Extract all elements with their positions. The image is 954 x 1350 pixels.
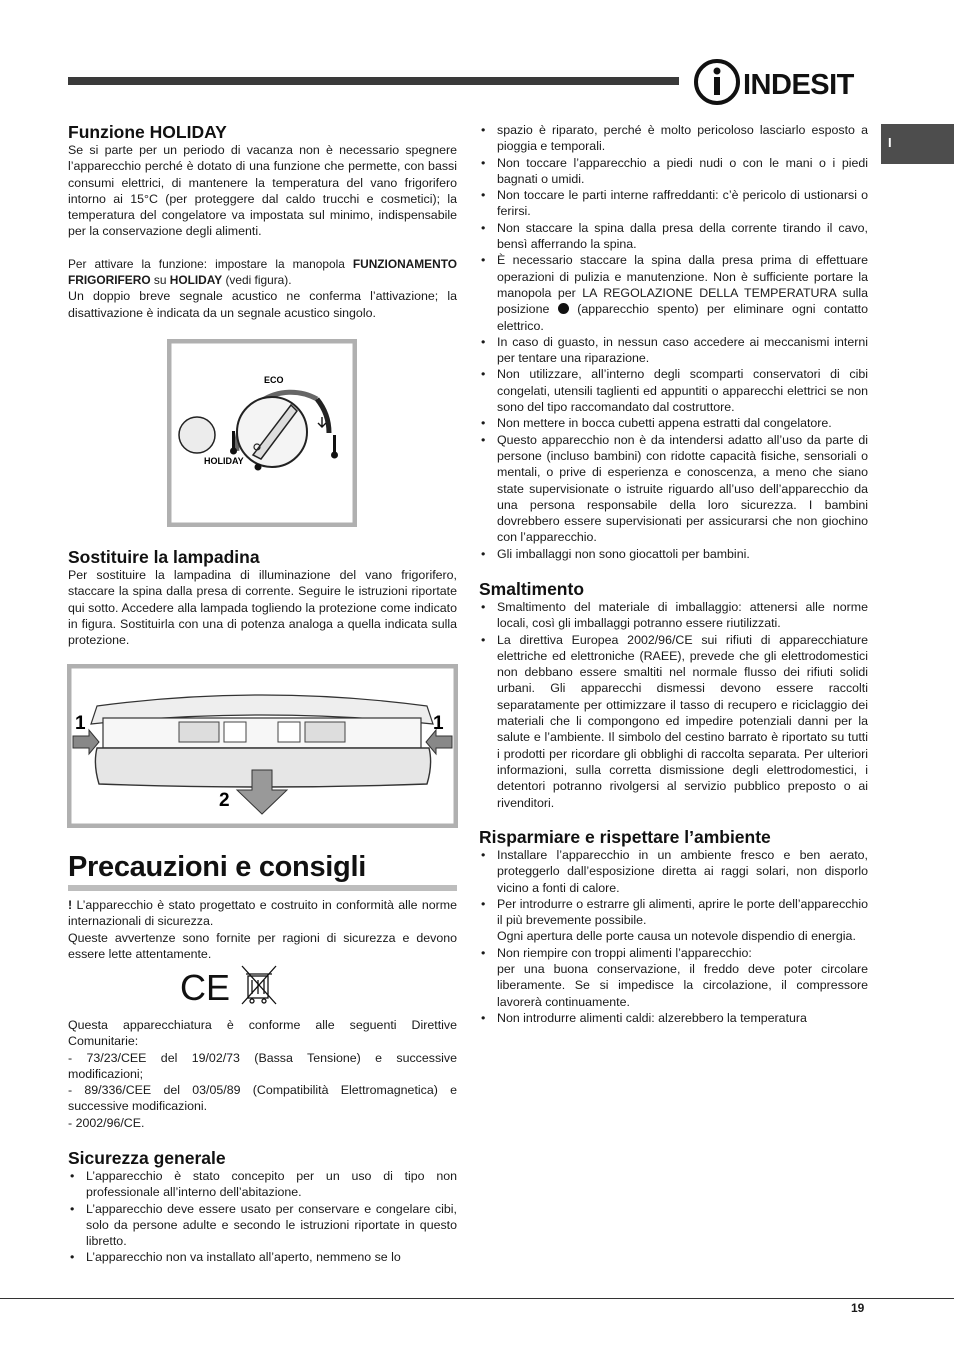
list-item: • Gli imballaggi non sono giocattoli per bambini.	[479, 546, 868, 562]
list-item: • Non utilizzare, all’interno degli scomparti conservatori di cibi congelati, utensili taglienti ed appuntiti o apparecchi elettrici se non sono del tipo raccomandato dal costruttore.	[479, 366, 868, 415]
list-item: • Non toccare le parti interne raffreddanti: c’è pericolo di ustionarsi o ferirsi.	[479, 187, 868, 220]
holiday-title: Funzione HOLIDAY	[68, 122, 227, 142]
indesit-logo	[693, 57, 871, 107]
list-item: • Non mettere in bocca cubetti appena estratti dal congelatore.	[479, 415, 868, 431]
disposal-section	[479, 579, 868, 811]
directive-1: - 73/23/CEE del 19/02/73 (Bassa Tensione) e successive modificazioni;	[68, 1050, 457, 1081]
svg-text:ECO: ECO	[264, 375, 284, 385]
directive-3: - 2002/96/CE.	[68, 1115, 145, 1130]
environment-section	[479, 827, 868, 1026]
list-item: • In caso di guasto, in nessun caso accedere ai meccanismi interni per tentare una riparazione.	[479, 334, 868, 367]
lamp-paragraph: Per sostituire la lampadina di illuminazione del vano frigorifero, staccare la spina dalla presa di corrente. Seguire le istruzioni riportate qui sotto. Accedere alla lampada togliendo la protezione come indicato in figura. Sostituirla con una di potenza analoga a quella indicata sulla protezione.	[68, 568, 457, 648]
off-position-icon	[558, 303, 569, 314]
precautions-paragraph-1: ! L’apparecchio è stato progettato e costruito in conformità alle norme internazionali di sicurezza.	[68, 898, 457, 929]
list-item: • Non toccare l’apparecchio a piedi nudi o con le mani o i piedi bagnati o umidi.	[479, 155, 868, 188]
list-item: • Questo apparecchio non è da intendersi adatto all’uso da parte di persone (incluso bambini) con ridotte capacità fisiche, sensoriali o mentali, o prive di esperienza e conoscenza, a meno che siano state supervisionate o istruite riguardo all’uso dell’apparecchio da una persona responsabile della loro sicurezza. I bambini dovrebbero essere supervisionati per assicurarsi che non giochino con l’apparecchio.	[479, 432, 868, 546]
language-tab-label: I	[888, 135, 892, 150]
ce-weee-marks	[180, 962, 280, 1012]
list-item: • Installare l’apparecchio in un ambiente fresco e ben aerato, proteggerlo dall’esposizione diretta ai raggi solari, non disporlo vicino a fonti di calore.	[479, 847, 868, 896]
lamp-cover-figure	[67, 664, 458, 828]
holiday-paragraph-2: Per attivare la funzione: impostare la manopola FUNZIONAMENTO FRIGORIFERO su HOLIDAY (vedi figura).	[68, 256, 457, 288]
list-item: • Non staccare la spina dalla presa della corrente tirando il cavo, bensì afferrando la spina.	[479, 220, 868, 253]
svg-text:2: 2	[219, 790, 230, 811]
holiday-paragraph-1: Se si parte per un periodo di vacanza non è necessario spegnere l’apparecchio perché è dotato di una funzione che permette, con bassi consumi elettrici, di mantenere la temperatura del vano frigorifero intorno ai 15°C (per proteggere dal caldo trucchi e cosmetici); la temperatura del congelatore va impostata sul minimo, indispensabile per la conservazione degli alimenti.	[68, 143, 457, 239]
svg-text:1: 1	[75, 713, 86, 734]
lamp-section	[68, 547, 457, 648]
list-item: • La direttiva Europea 2002/96/CE sui rifiuti di apparecchiature elettriche ed elettroniche (RAEE), prevede che gli elettrodomestici non debbano essere smaltiti nel normale flusso dei rifiuti solidi urbani. Gli apparecchi dismessi devono essere raccolti separatamente per ottimizzare il tasso di recupero e riciclaggio dei materiali che li compongono ed impedire potenziali danni per la salute e l’ambiente. Il simbolo del cestino barrato è riportato su tutti i prodotti per ricordare gli obblighi di raccolta separata. Per ulteriori informazioni, sulla corretta dismissione degli elettrodomestici, i detentori potranno rivolgersi al servizio pubblico preposto o ai rivenditori.	[479, 632, 868, 811]
list-item: • Per introdurre o estrarre gli alimenti, aprire le porte dell’apparecchio il più brevemente possibile. Ogni apertura delle porte causa un notevole dispendio di energia.	[479, 896, 868, 945]
crossed-bin-icon	[242, 966, 276, 1004]
list-item: • Smaltimento del materiale di imballaggio: attenersi alle norme locali, così gli imballaggi potranno essere riutilizzati.	[479, 599, 868, 632]
svg-text:1: 1	[433, 713, 444, 734]
indicator-light-icon	[179, 417, 215, 453]
directives-paragraph: Questa apparecchiatura è conforme alle seguenti Direttive Comunitarie:	[68, 1018, 457, 1049]
brand-wordmark: INDESIT	[743, 69, 854, 101]
list-item-continued: • spazio è riparato, perché è molto pericoloso lasciarlo esposto a pioggia e temporali.	[479, 122, 868, 155]
footer-rule	[0, 1298, 954, 1299]
holiday-paragraph-3: Un doppio breve segnale acustico ne conferma l’attivazione; la disattivazione è indicata da un segnale acustico singolo.	[68, 289, 457, 320]
holiday-knob-figure	[167, 339, 357, 527]
list-item: • È necessario staccare la spina dalla presa prima di effettuare operazioni di pulizia e manutenzione. Non è sufficiente portare la manopola per LA REGOLAZIONE DELLA TEMPERATURA sulla posizione (apparecchio spento) per eliminare ogni contatto elettrico.	[479, 252, 868, 333]
list-item: • Non riempire con troppi alimenti l’apparecchio: per una buona conservazione, il freddo deve poter circolare liberamente. Se si impedisce la circolazione, il compressore lavorerà continuamente.	[479, 945, 868, 1010]
language-tab	[881, 124, 954, 164]
directives-text	[68, 1017, 457, 1131]
list-item: • L’apparecchio è stato concepito per un uso di tipo non professionale all’interno dell’abitazione.	[68, 1168, 457, 1201]
page-number: 19	[851, 1301, 865, 1315]
precautions-paragraph-2: Queste avvertenze sono fornite per ragioni di sicurezza e devono essere lette attentamente.	[68, 930, 457, 961]
ce-mark-icon: CE	[180, 967, 231, 1008]
list-item: • L’apparecchio non va installato all’aperto, nemmeno se lo	[68, 1249, 457, 1265]
safety-title: Sicurezza generale	[68, 1148, 226, 1168]
precautions-title: Precauzioni e consigli	[68, 850, 457, 891]
precautions-intro	[68, 897, 457, 962]
safety-continued	[479, 122, 868, 562]
environment-title: Risparmiare e rispettare l’ambiente	[479, 827, 771, 847]
disposal-title: Smaltimento	[479, 579, 585, 599]
lamp-title: Sostituire la lampadina	[68, 547, 260, 567]
safety-section	[68, 1148, 457, 1266]
svg-text:HOLIDAY: HOLIDAY	[204, 456, 244, 466]
brand-logo-icon	[693, 57, 871, 107]
list-item: • Non introdurre alimenti caldi: alzerebbero la temperatura	[479, 1010, 868, 1026]
directive-2: - 89/336/CEE del 03/05/89 (Compatibilità Elettromagnetica) e successive modificazioni.	[68, 1083, 457, 1114]
header-rule	[68, 77, 679, 85]
list-item: • L’apparecchio deve essere usato per conservare e congelare cibi, solo da persone adulte e secondo le istruzioni riportate in questo libretto.	[68, 1201, 457, 1250]
holiday-section	[68, 122, 457, 321]
